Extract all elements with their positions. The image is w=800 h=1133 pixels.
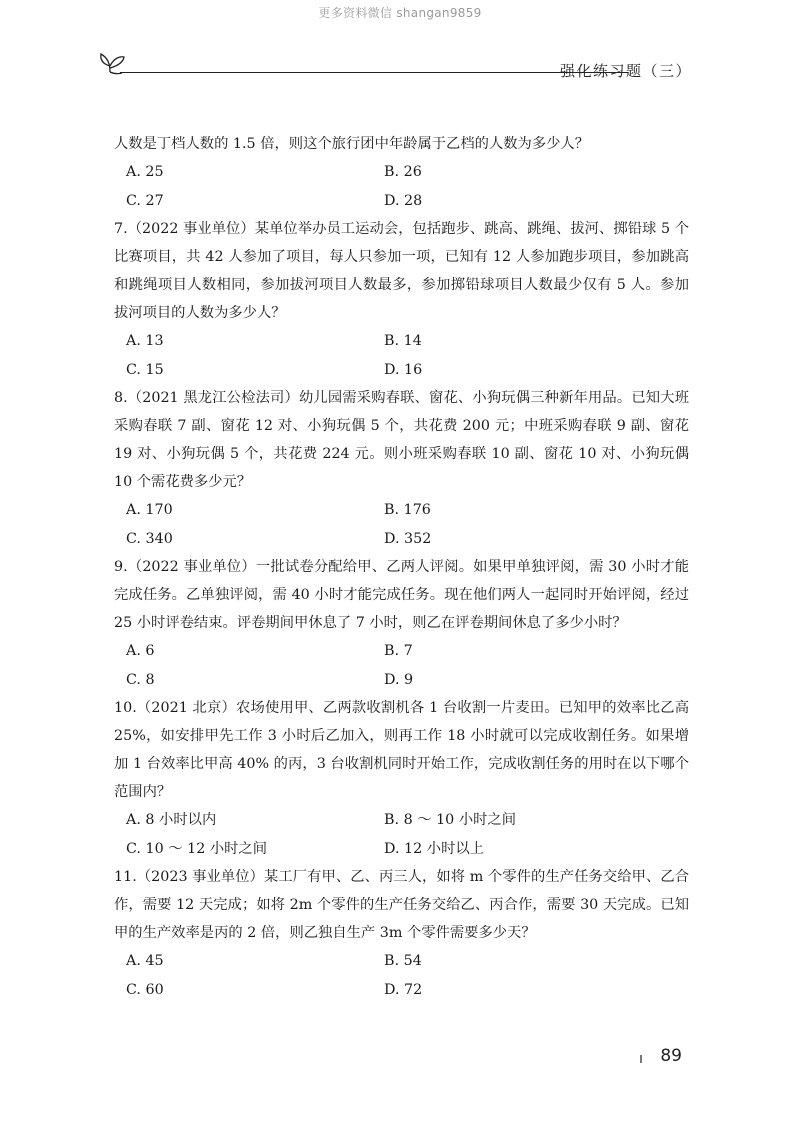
answer-option: A. 6 (126, 643, 155, 659)
answer-option: D. 16 (384, 361, 423, 378)
answer-option: D. 72 (384, 981, 423, 998)
header-rule (120, 72, 628, 73)
question-paragraph: 人数是丁档人数的 1.5 倍，则这个旅行团中年龄属于乙档的人数为多少人？ (114, 136, 590, 152)
answer-options (114, 947, 689, 1004)
answer-options (114, 496, 689, 553)
answer-option: D. 9 (384, 671, 414, 688)
answer-option: A. 13 (126, 333, 164, 349)
answer-option: B. 7 (384, 643, 413, 659)
question-paragraph: 11.（2023 事业单位）某工厂有甲、乙、丙三人，如将 m 个零件的生产任务交给甲、乙合作，需要 12 天完成；如将 2m 个零件的生产任务交给乙、丙合作，需要 30 天完成。已知甲的生产效率是丙的 2 倍，则乙独自生产 3m 个零件需要多少天？ (114, 869, 689, 941)
answer-option: B. 54 (384, 953, 422, 969)
answer-option: C. 27 (126, 192, 164, 209)
answer-option: B. 26 (384, 164, 422, 180)
question-paragraph: 10.（2021 北京）农场使用甲、乙两款收割机各 1 台收割一片麦田。已知甲的效率比乙高 25%，如安排甲先工作 3 小时后乙加入，则再工作 18 小时就可以完成收割任务。如果增加 1 台效率比甲高 40% 的丙，3 台收割机同时开始工作，完成收割任务的用时在以下哪个范围内？ (114, 700, 689, 800)
answer-options (114, 637, 689, 694)
answer-option: A. 25 (126, 164, 164, 180)
answer-option: C. 8 (126, 671, 155, 688)
section-title: 强化练习题（三） (559, 62, 692, 80)
document-body (114, 130, 689, 1004)
answer-option: A. 170 (126, 502, 173, 518)
answer-option: D. 28 (384, 192, 423, 209)
page-mark (640, 1055, 642, 1063)
answer-option: B. 176 (384, 502, 431, 518)
answer-options (114, 158, 689, 215)
answer-option: C. 10 ～ 12 小时之间 (126, 840, 268, 857)
watermark: 更多资料微信 shangan9859 (318, 6, 482, 20)
question-paragraph: 7.（2022 事业单位）某单位举办员工运动会，包括跑步、跳高、跳绳、拔河、掷铅球 5 个比赛项目，共 42 人参加了项目，每人只参加一项，已知有 12 人参加跑步项目，参加跳高和跳绳项目人数相同，参加拔河项目人数最多，参加掷铅球项目人数最少仅有 5 人。参加拔河项目的人数为多少人？ (114, 221, 689, 321)
answer-options (114, 327, 689, 384)
answer-option: B. 14 (384, 333, 422, 349)
page-number: 89 (660, 1046, 682, 1066)
answer-option: A. 45 (126, 953, 164, 969)
answer-option: C. 60 (126, 981, 164, 998)
answer-options (114, 806, 689, 863)
question-paragraph: 9.（2022 事业单位）一批试卷分配给甲、乙两人评阅。如果甲单独评阅，需 30 小时才能完成任务。乙单独评阅，需 40 小时才能完成任务。现在他们两人一起同时开始评阅，经过 25 小时评卷结束。评卷期间甲休息了 7 小时，则乙在评卷期间休息了多少小时？ (114, 559, 689, 631)
answer-option: C. 340 (126, 530, 173, 547)
answer-option: A. 8 小时以内 (126, 812, 217, 828)
question-paragraph: 8.（2021 黑龙江公检法司）幼儿园需采购春联、窗花、小狗玩偶三种新年用品。已知大班采购春联 7 副、窗花 12 对、小狗玩偶 5 个，共花费 200 元；中班采购春联 9 副、窗花 19 对、小狗玩偶 5 个，共花费 224 元。则小班采购春联 10 副、窗花 10 对、小狗玩偶 10 个需花费多少元？ (114, 390, 689, 490)
page-header (96, 46, 692, 86)
answer-option: C. 15 (126, 361, 164, 378)
answer-option: D. 12 小时以上 (384, 840, 484, 857)
answer-option: D. 352 (384, 530, 432, 547)
answer-option: B. 8 ～ 10 小时之间 (384, 812, 517, 828)
